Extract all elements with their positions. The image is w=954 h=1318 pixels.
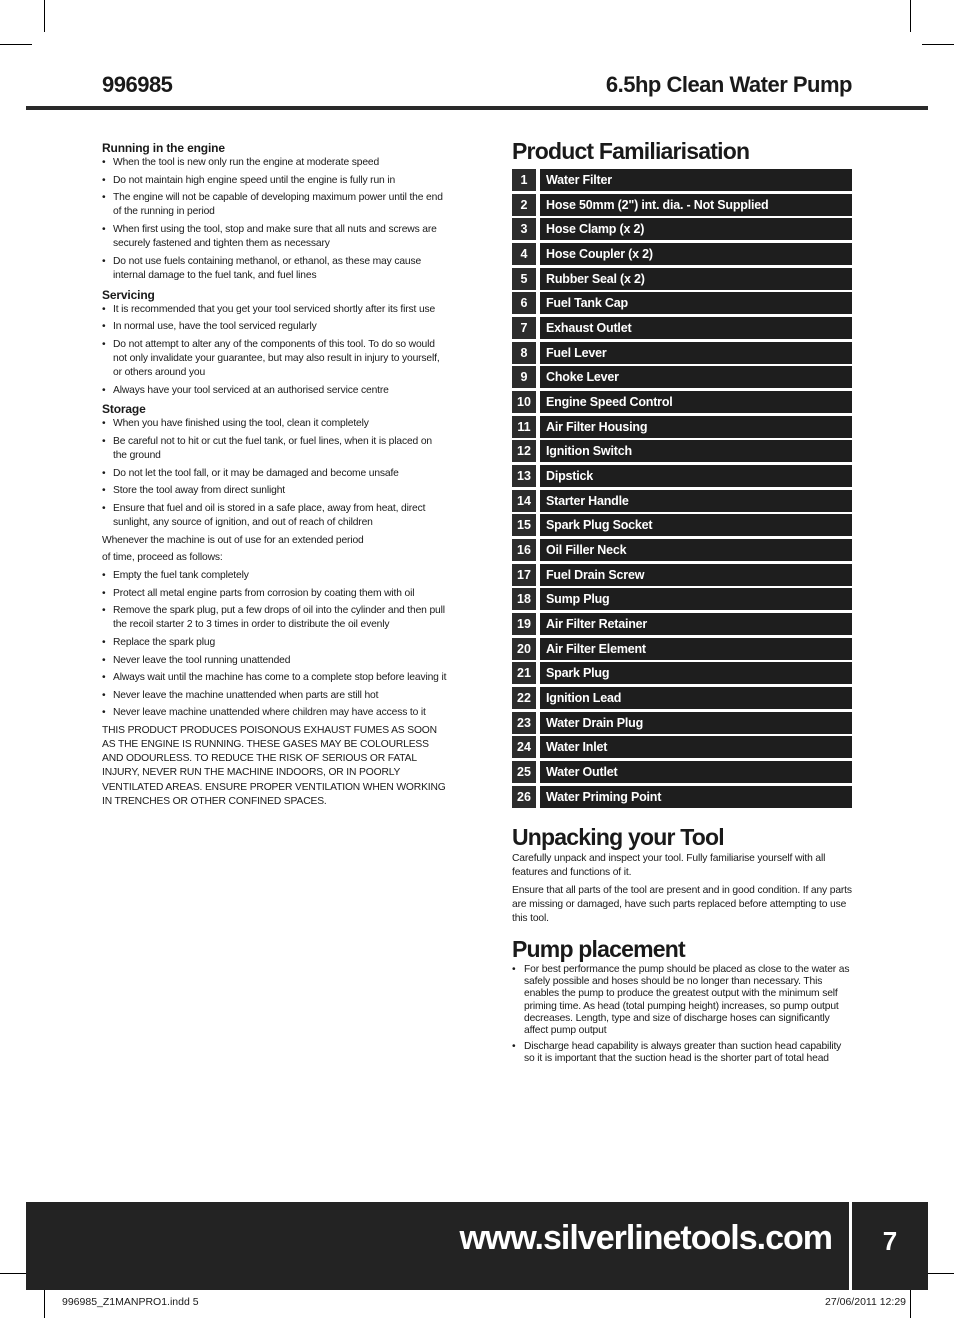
unpacking-paragraph: Ensure that all parts of the tool are present and in good condition. If any parts are missing or damaged, have such parts replaced before attempting to use this tool. xyxy=(512,884,852,924)
list-item: • For best performance the pump should be placed as close to the water as safely possible and hoses should be no longer than necessary. This enables the pump to produce the greatest output with the minimum self priming time. As head (total pumping height) increases, so pump output decreases. Length, type and size of discharge hoses can significantly affect pump output xyxy=(512,964,852,1038)
list-item: • When the tool is new only run the engine at moderate speed xyxy=(102,156,447,170)
part-label: Water Drain Plug xyxy=(540,712,852,734)
part-number: 24 xyxy=(512,736,536,758)
part-row xyxy=(512,588,852,610)
part-label: Water Filter xyxy=(540,169,852,191)
part-row xyxy=(512,194,852,216)
part-row xyxy=(512,736,852,758)
parts-list xyxy=(512,169,852,808)
list-item: • Empty the fuel tank completely xyxy=(102,569,447,583)
part-number: 11 xyxy=(512,416,536,438)
storage-paragraph: Whenever the machine is out of use for an extended period xyxy=(102,534,364,546)
part-label: Water Priming Point xyxy=(540,786,852,808)
list-item: • Ensure that fuel and oil is stored in a safe place, away from heat, direct sunlight, any source of ignition, and out of reach of children xyxy=(102,502,447,530)
part-label: Air Filter Retainer xyxy=(540,613,852,635)
part-row xyxy=(512,761,852,783)
part-number: 7 xyxy=(512,317,536,339)
part-row xyxy=(512,366,852,388)
placement-heading: Pump placement xyxy=(512,935,685,962)
part-label: Dipstick xyxy=(540,465,852,487)
part-number: 12 xyxy=(512,440,536,462)
servicing-heading: Servicing xyxy=(102,287,155,302)
list-item: • In normal use, have the tool serviced regularly xyxy=(102,320,447,334)
part-row xyxy=(512,342,852,364)
part-number: 8 xyxy=(512,342,536,364)
page-number: 7 xyxy=(882,1226,898,1256)
part-label: Spark Plug Socket xyxy=(540,514,852,536)
part-number: 2 xyxy=(512,194,536,216)
part-label: Hose Coupler (x 2) xyxy=(540,243,852,265)
slug-date: 27/06/2011 12:29 xyxy=(825,1296,906,1308)
list-item: • Do not use fuels containing methanol, or ethanol, as these may cause internal damage to the fuel tank, and fuel lines xyxy=(102,255,447,283)
part-row xyxy=(512,416,852,438)
list-item: • The engine will not be capable of developing maximum power until the end of the running in period xyxy=(102,191,447,219)
part-number: 4 xyxy=(512,243,536,265)
crop-mark xyxy=(910,0,911,32)
part-row xyxy=(512,687,852,709)
part-number: 23 xyxy=(512,712,536,734)
list-item: • Do not let the tool fall, or it may be damaged and become unsafe xyxy=(102,467,447,481)
part-number: 18 xyxy=(512,588,536,610)
part-number: 3 xyxy=(512,218,536,240)
part-row xyxy=(512,490,852,512)
crop-mark xyxy=(910,1286,911,1318)
part-label: Fuel Tank Cap xyxy=(540,292,852,314)
part-row xyxy=(512,292,852,314)
list-item: • Discharge head capability is always greater than suction head capability so it is important that the suction head is the shorter part of total head xyxy=(512,1041,852,1066)
part-row xyxy=(512,440,852,462)
exhaust-warning: THIS PRODUCT PRODUCES POISONOUS EXHAUST FUMES AS SOON AS THE ENGINE IS RUNNING. THESE GASES MAY BE COLOURLESS AND ODOURLESS. TO REDUCE THE RISK OF SERIOUS OR FATAL INJURY, NEVER RUN THE MACHINE INDOORS, OR IN POORLY VENTILATED AREAS. ENSURE PROPER VENTILATION WHEN WORKING IN TRENCHES OR OTHER CONFINED SPACES. xyxy=(102,724,446,807)
part-number: 5 xyxy=(512,268,536,290)
part-number: 9 xyxy=(512,366,536,388)
part-number: 19 xyxy=(512,613,536,635)
left-column xyxy=(102,140,447,812)
part-label: Fuel Drain Screw xyxy=(540,564,852,586)
slug-filename: 996985_Z1MANPRO1.indd 5 xyxy=(62,1296,199,1308)
list-item: • Replace the spark plug xyxy=(102,636,447,650)
unpacking-paragraph: Carefully unpack and inspect your tool. Fully familiarise yourself with all features and functions of it. xyxy=(512,852,826,878)
product-title: 6.5hp Clean Water Pump xyxy=(605,72,852,97)
part-row xyxy=(512,638,852,660)
unpacking-heading: Unpacking your Tool xyxy=(512,823,724,850)
list-item: • Never leave the tool running unattended xyxy=(102,654,447,668)
list-item: • Do not attempt to alter any of the components of this tool. To do so would not only invalidate your guarantee, but may also result in injury to yourself, or others around you xyxy=(102,338,447,381)
part-row xyxy=(512,465,852,487)
storage-list xyxy=(102,417,447,530)
part-number: 20 xyxy=(512,638,536,660)
part-label: Hose Clamp (x 2) xyxy=(540,218,852,240)
part-label: Sump Plug xyxy=(540,588,852,610)
running-list xyxy=(102,156,447,283)
storage-heading: Storage xyxy=(102,402,146,417)
servicing-list xyxy=(102,303,447,398)
part-number: 1 xyxy=(512,169,536,191)
part-row xyxy=(512,243,852,265)
part-number: 21 xyxy=(512,662,536,684)
part-row xyxy=(512,662,852,684)
part-row xyxy=(512,317,852,339)
part-number: 6 xyxy=(512,292,536,314)
list-item: • Be careful not to hit or cut the fuel tank, or fuel lines, when it is placed on the ground xyxy=(102,435,447,463)
storage-list-2 xyxy=(102,569,447,721)
list-item: • Do not maintain high engine speed until the engine is fully run in xyxy=(102,174,447,188)
part-label: Ignition Switch xyxy=(540,440,852,462)
crop-mark xyxy=(44,0,45,32)
part-row xyxy=(512,514,852,536)
part-label: Starter Handle xyxy=(540,490,852,512)
right-column xyxy=(512,136,852,1068)
part-label: Engine Speed Control xyxy=(540,391,852,413)
part-row xyxy=(512,218,852,240)
placement-list xyxy=(512,964,852,1065)
list-item: • When you have finished using the tool, clean it completely xyxy=(102,417,447,431)
part-row xyxy=(512,169,852,191)
part-label: Air Filter Element xyxy=(540,638,852,660)
part-label: Rubber Seal (x 2) xyxy=(540,268,852,290)
part-row xyxy=(512,564,852,586)
storage-paragraph: of time, proceed as follows: xyxy=(102,552,223,564)
part-number: 22 xyxy=(512,687,536,709)
part-label: Oil Filler Neck xyxy=(540,539,852,561)
part-row xyxy=(512,539,852,561)
list-item: • Always have your tool serviced at an authorised service centre xyxy=(102,384,447,398)
part-label: Water Inlet xyxy=(540,736,852,758)
part-number: 25 xyxy=(512,761,536,783)
crop-mark xyxy=(44,1286,45,1318)
part-row xyxy=(512,613,852,635)
running-heading: Running in the engine xyxy=(102,141,225,155)
website-link[interactable]: www.silverlinetools.com xyxy=(459,1219,832,1257)
part-label: Hose 50mm (2") int. dia. - Not Supplied xyxy=(540,194,852,216)
part-row xyxy=(512,712,852,734)
part-row xyxy=(512,786,852,808)
list-item: • When first using the tool, stop and make sure that all nuts and screws are securely fastened and tighten them as necessary xyxy=(102,223,447,251)
part-number: 13 xyxy=(512,465,536,487)
part-label: Choke Lever xyxy=(540,366,852,388)
list-item: • It is recommended that you get your tool serviced shortly after its first use xyxy=(102,303,447,317)
part-row xyxy=(512,391,852,413)
part-label: Air Filter Housing xyxy=(540,416,852,438)
part-number: 16 xyxy=(512,539,536,561)
part-label: Exhaust Outlet xyxy=(540,317,852,339)
list-item: • Never leave the machine unattended when parts are still hot xyxy=(102,689,447,703)
part-number: 14 xyxy=(512,490,536,512)
crop-mark xyxy=(922,44,954,45)
part-row xyxy=(512,268,852,290)
part-number: 26 xyxy=(512,786,536,808)
list-item: • Remove the spark plug, put a few drops of oil into the cylinder and then pull the recoil starter 2 to 3 times in order to distribute the oil evenly xyxy=(102,604,447,632)
part-label: Fuel Lever xyxy=(540,342,852,364)
footer-bar xyxy=(26,1202,928,1290)
part-label: Water Outlet xyxy=(540,761,852,783)
part-number: 10 xyxy=(512,391,536,413)
product-code: 996985 xyxy=(102,72,173,97)
header-rule xyxy=(26,106,928,110)
part-number: 15 xyxy=(512,514,536,536)
list-item: • Protect all metal engine parts from corrosion by coating them with oil xyxy=(102,587,447,601)
part-number: 17 xyxy=(512,564,536,586)
familiarisation-heading: Product Familiarisation xyxy=(512,138,750,164)
part-label: Spark Plug xyxy=(540,662,852,684)
crop-mark xyxy=(0,44,32,45)
list-item: • Never leave machine unattended where children may have access to it xyxy=(102,706,447,720)
list-item: • Always wait until the machine has come to a complete stop before leaving it xyxy=(102,671,447,685)
list-item: • Store the tool away from direct sunlight xyxy=(102,484,447,498)
part-label: Ignition Lead xyxy=(540,687,852,709)
